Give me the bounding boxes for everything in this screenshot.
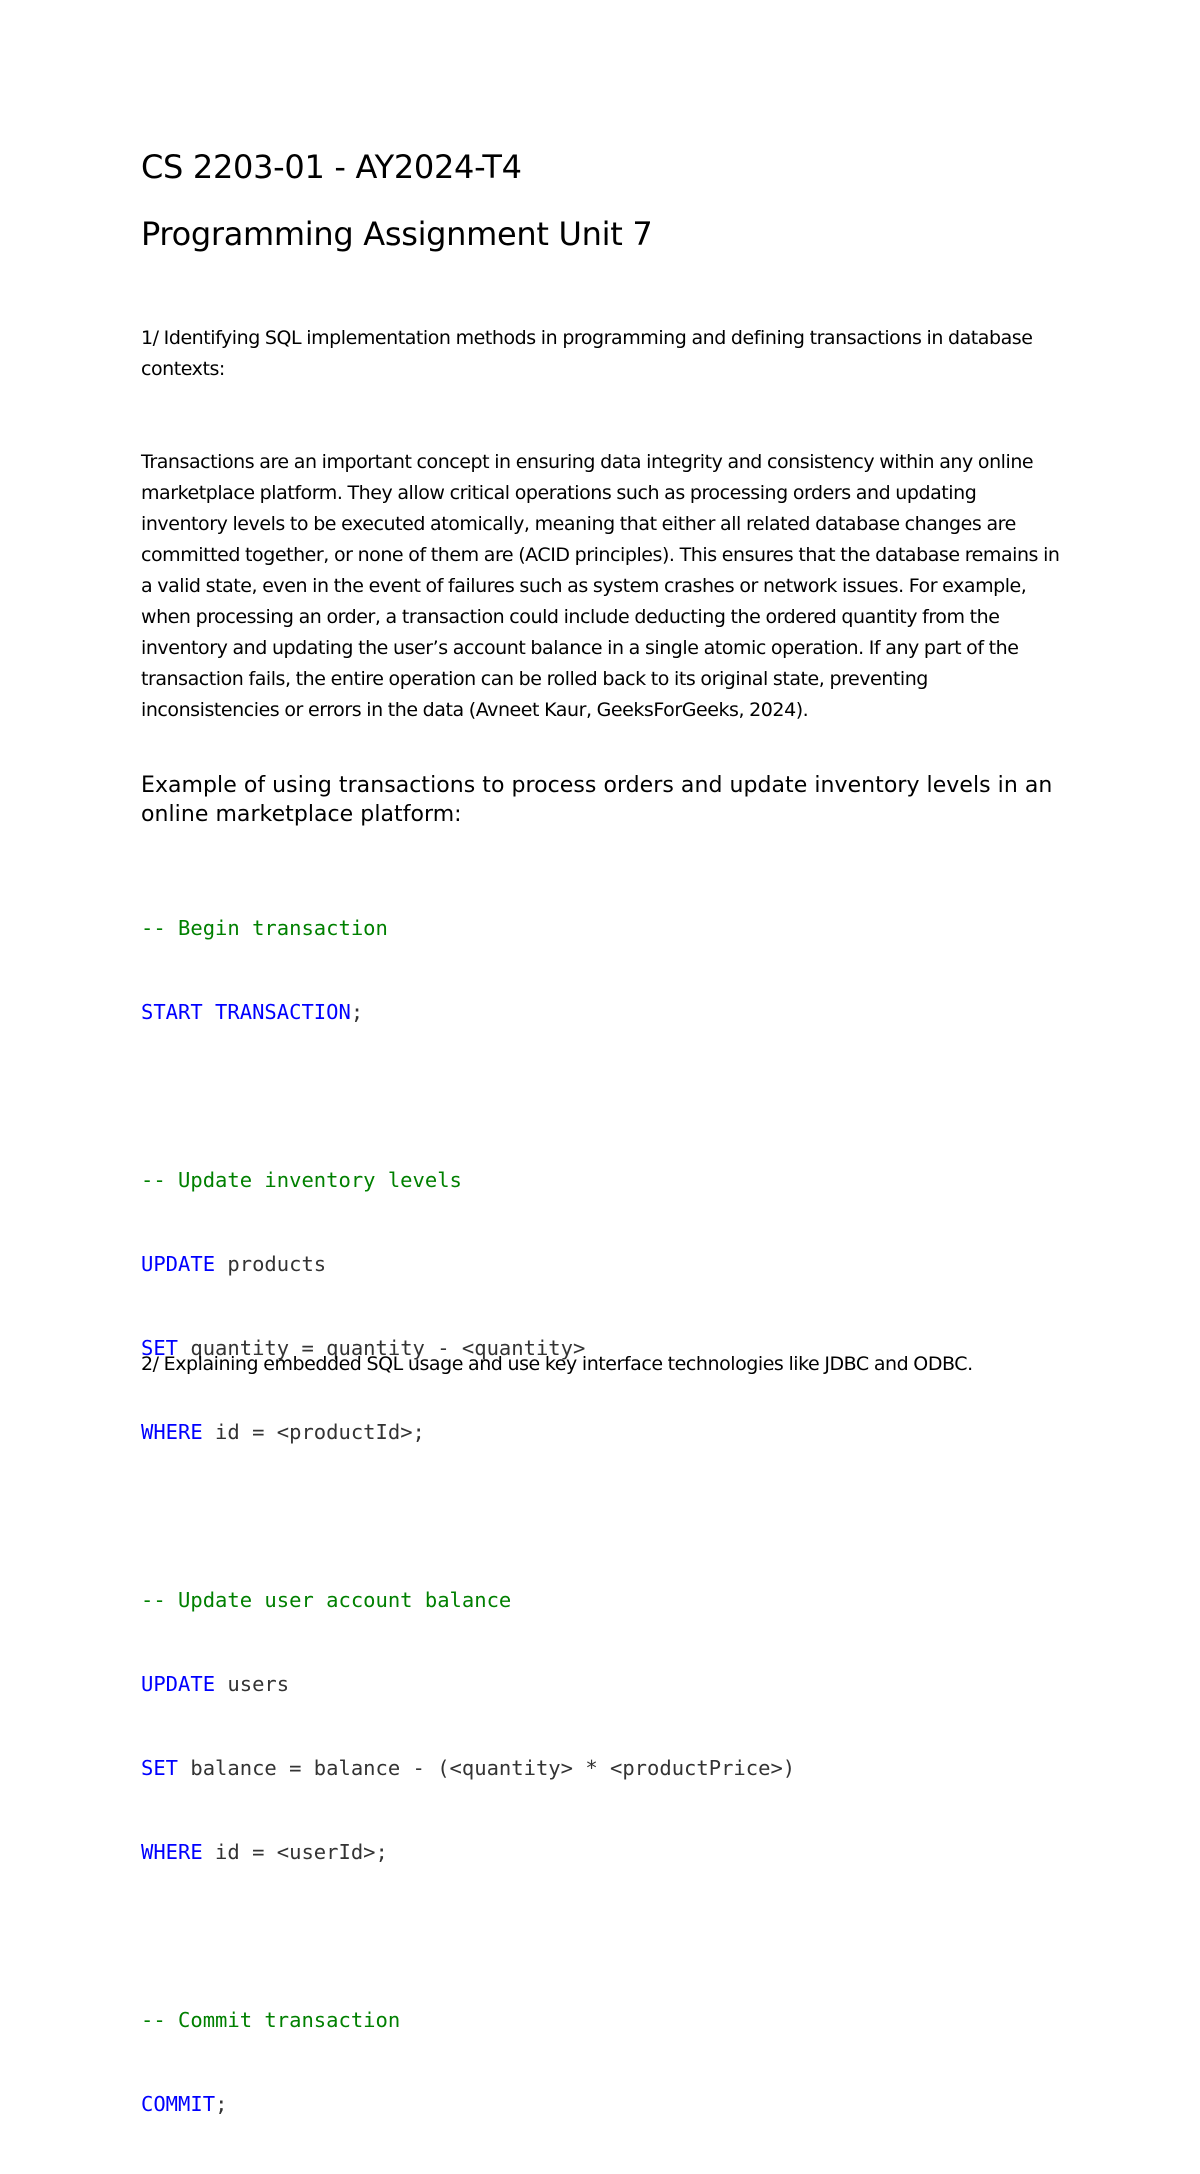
code-line	[141, 1838, 795, 1866]
code-line	[141, 2090, 795, 2118]
code-blank-line	[141, 1502, 795, 1530]
code-text: quantity = quantity - <quantity>	[178, 1336, 586, 1360]
code-line	[141, 1166, 795, 1194]
code-keyword: UPDATE	[141, 1252, 216, 1276]
code-blank-line	[141, 1922, 795, 1950]
question-2-heading: 2/ Explaining embedded SQL usage and use key interface technologies like JDBC and ODBC.	[141, 1353, 973, 1375]
code-keyword: WHERE	[141, 1420, 203, 1444]
code-keyword: START TRANSACTION	[141, 1000, 351, 1024]
transactions-paragraph: Transactions are an important concept in ensuring data integrity and consistency within any online marketplace platform. They allow critical operations such as processing orders and updating inventory levels to be executed atomically, meaning that either all related database changes are committed together, or none of them are (ACID principles). This ensures that the database remains in a valid state, even in the event of failures such as system crashes or network issues. For example, when processing an order, a transaction could include deducting the ordered quantity from the inventory and updating the user’s account balance in a single atomic operation. If any part of the transaction fails, the entire operation can be rolled back to its original state, preventing inconsistencies or errors in the data (Avneet Kaur, GeeksForGeeks, 2024).	[141, 451, 1060, 721]
example-heading: Example of using transactions to process orders and update inventory levels in an online marketplace platform:	[141, 773, 1053, 827]
code-line	[141, 998, 795, 1026]
code-blank-line	[141, 1082, 795, 1110]
code-text: users	[215, 1672, 290, 1696]
code-keyword: SET	[141, 1336, 179, 1360]
code-keyword: UPDATE	[141, 1672, 216, 1696]
code-line	[141, 1670, 795, 1698]
code-text: ;	[215, 2092, 228, 2116]
code-comment: -- Commit transaction	[141, 2008, 401, 2032]
code-line	[141, 1754, 795, 1782]
code-line	[141, 1586, 795, 1614]
code-text: id = <userId>;	[202, 1840, 388, 1864]
code-line	[141, 2006, 795, 2034]
course-title: CS 2203-01 - AY2024-T4	[141, 148, 522, 186]
code-line	[141, 1418, 795, 1446]
code-keyword: SET	[141, 1756, 179, 1780]
code-line	[141, 914, 795, 942]
code-comment: -- Update user account balance	[141, 1588, 512, 1612]
code-keyword: COMMIT	[141, 2092, 216, 2116]
code-text: balance = balance - (<quantity> * <productPrice>)	[178, 1756, 796, 1780]
code-text: id = <productId>;	[202, 1420, 425, 1444]
code-keyword: WHERE	[141, 1840, 203, 1864]
code-line	[141, 1250, 795, 1278]
code-text: ;	[350, 1000, 364, 1024]
sql-code-block	[141, 858, 795, 2174]
assignment-title: Programming Assignment Unit 7	[141, 215, 653, 253]
question-1-heading: 1/ Identifying SQL implementation methods in programming and defining transactions in database contexts:	[141, 327, 1033, 380]
code-text: products	[215, 1252, 327, 1276]
code-comment: -- Begin transaction	[141, 916, 388, 940]
code-comment: -- Update inventory levels	[141, 1168, 462, 1192]
